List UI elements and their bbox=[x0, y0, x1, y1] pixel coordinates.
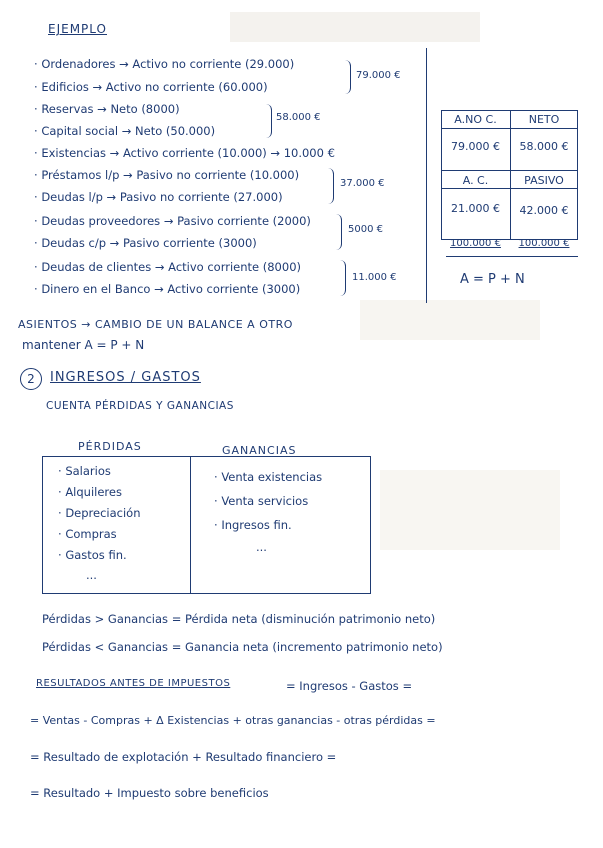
table-cell: 58.000 € bbox=[519, 140, 569, 153]
bleed-through-text bbox=[360, 300, 540, 340]
perdida-item: ... bbox=[86, 568, 97, 582]
asientos-line: mantener A = P + N bbox=[22, 338, 145, 352]
perdida-item: · Depreciación bbox=[58, 506, 141, 520]
brace bbox=[336, 214, 342, 250]
balance-formula: A = P + N bbox=[460, 272, 525, 287]
table-cell: 21.000 € bbox=[451, 202, 500, 215]
conclusion-line: Pérdidas > Ganancias = Pérdida neta (disminución patrimonio neto) bbox=[42, 612, 436, 626]
resultados-line: = Resultado de explotación + Resultado financiero = bbox=[30, 750, 337, 764]
brace-note: 58.000 € bbox=[276, 112, 321, 123]
brace bbox=[345, 60, 351, 94]
list-item: · Deudas proveedores → Pasivo corriente (2000) bbox=[34, 214, 311, 228]
list-item: · Existencias → Activo corriente (10.000) → 10.000 € bbox=[34, 146, 335, 160]
section-number bbox=[20, 368, 42, 390]
section-subtitle: CUENTA PÉRDIDAS Y GANANCIAS bbox=[46, 400, 234, 412]
list-item: · Capital social → Neto (50.000) bbox=[34, 124, 215, 138]
brace-note: 11.000 € bbox=[352, 272, 397, 283]
ganancia-item: ... bbox=[256, 540, 267, 554]
brace bbox=[340, 260, 346, 296]
list-item: · Deudas l/p → Pasivo no corriente (27.000) bbox=[34, 190, 283, 204]
section-title: INGRESOS / GASTOS bbox=[50, 370, 201, 385]
brace-note: 5000 € bbox=[348, 224, 383, 235]
section-title-ejemplo: EJEMPLO bbox=[48, 22, 107, 36]
bleed-through-text bbox=[380, 470, 560, 550]
resultados-line: = Resultado + Impuesto sobre beneficios bbox=[30, 786, 269, 800]
table-header: A.NO C. bbox=[454, 113, 497, 126]
resultados-line: = Ventas - Compras + Δ Existencias + otras ganancias - otras pérdidas = bbox=[30, 714, 436, 727]
brace-note: 79.000 € bbox=[356, 70, 401, 81]
list-item: · Edificios → Activo no corriente (60.000) bbox=[34, 80, 268, 94]
perdida-item: · Gastos fin. bbox=[58, 548, 127, 562]
section-number-text: 2 bbox=[27, 372, 35, 386]
perdida-item: · Compras bbox=[58, 527, 117, 541]
brace bbox=[328, 168, 334, 204]
bleed-through-text bbox=[230, 12, 480, 42]
asientos-line: ASIENTOS → CAMBIO DE UN BALANCE A OTRO bbox=[18, 318, 293, 331]
list-item: · Ordenadores → Activo no corriente (29.000) bbox=[34, 57, 294, 71]
list-item: · Deudas de clientes → Activo corriente (8000) bbox=[34, 260, 301, 274]
list-item: · Reservas → Neto (8000) bbox=[34, 102, 180, 116]
total-underline bbox=[446, 256, 578, 257]
column-divider bbox=[426, 48, 427, 303]
ganancia-item: · Ingresos fin. bbox=[214, 518, 292, 532]
perdida-item: · Alquileres bbox=[58, 485, 122, 499]
table-divider bbox=[441, 170, 578, 171]
conclusion-line: Pérdidas < Ganancias = Ganancia neta (incremento patrimonio neto) bbox=[42, 640, 443, 654]
table-cell: 79.000 € bbox=[451, 140, 500, 153]
table-divider bbox=[441, 188, 578, 189]
ganancias-header: GANANCIAS bbox=[222, 444, 297, 457]
brace-note: 37.000 € bbox=[340, 178, 385, 189]
list-item: · Préstamos l/p → Pasivo no corriente (10.000) bbox=[34, 168, 299, 182]
resultados-label: RESULTADOS ANTES DE IMPUESTOS bbox=[36, 678, 231, 689]
resultados-line: = Ingresos - Gastos = bbox=[286, 679, 413, 693]
list-item: · Dinero en el Banco → Activo corriente (3000) bbox=[34, 282, 300, 296]
table-header: PASIVO bbox=[524, 174, 564, 187]
ganancia-item: · Venta existencias bbox=[214, 470, 322, 484]
table-total: 100.000 € bbox=[450, 238, 501, 249]
table-header: A. C. bbox=[462, 174, 489, 187]
perdida-item: · Salarios bbox=[58, 464, 111, 478]
perdidas-header: PÉRDIDAS bbox=[78, 440, 142, 453]
ganancia-item: · Venta servicios bbox=[214, 494, 308, 508]
pyg-divider bbox=[190, 456, 191, 594]
table-header: NETO bbox=[528, 113, 560, 126]
table-cell: 42.000 € bbox=[519, 204, 569, 217]
table-divider bbox=[441, 128, 578, 129]
table-total: 100.000 € bbox=[518, 238, 570, 249]
brace bbox=[266, 104, 272, 138]
list-item: · Deudas c/p → Pasivo corriente (3000) bbox=[34, 236, 257, 250]
